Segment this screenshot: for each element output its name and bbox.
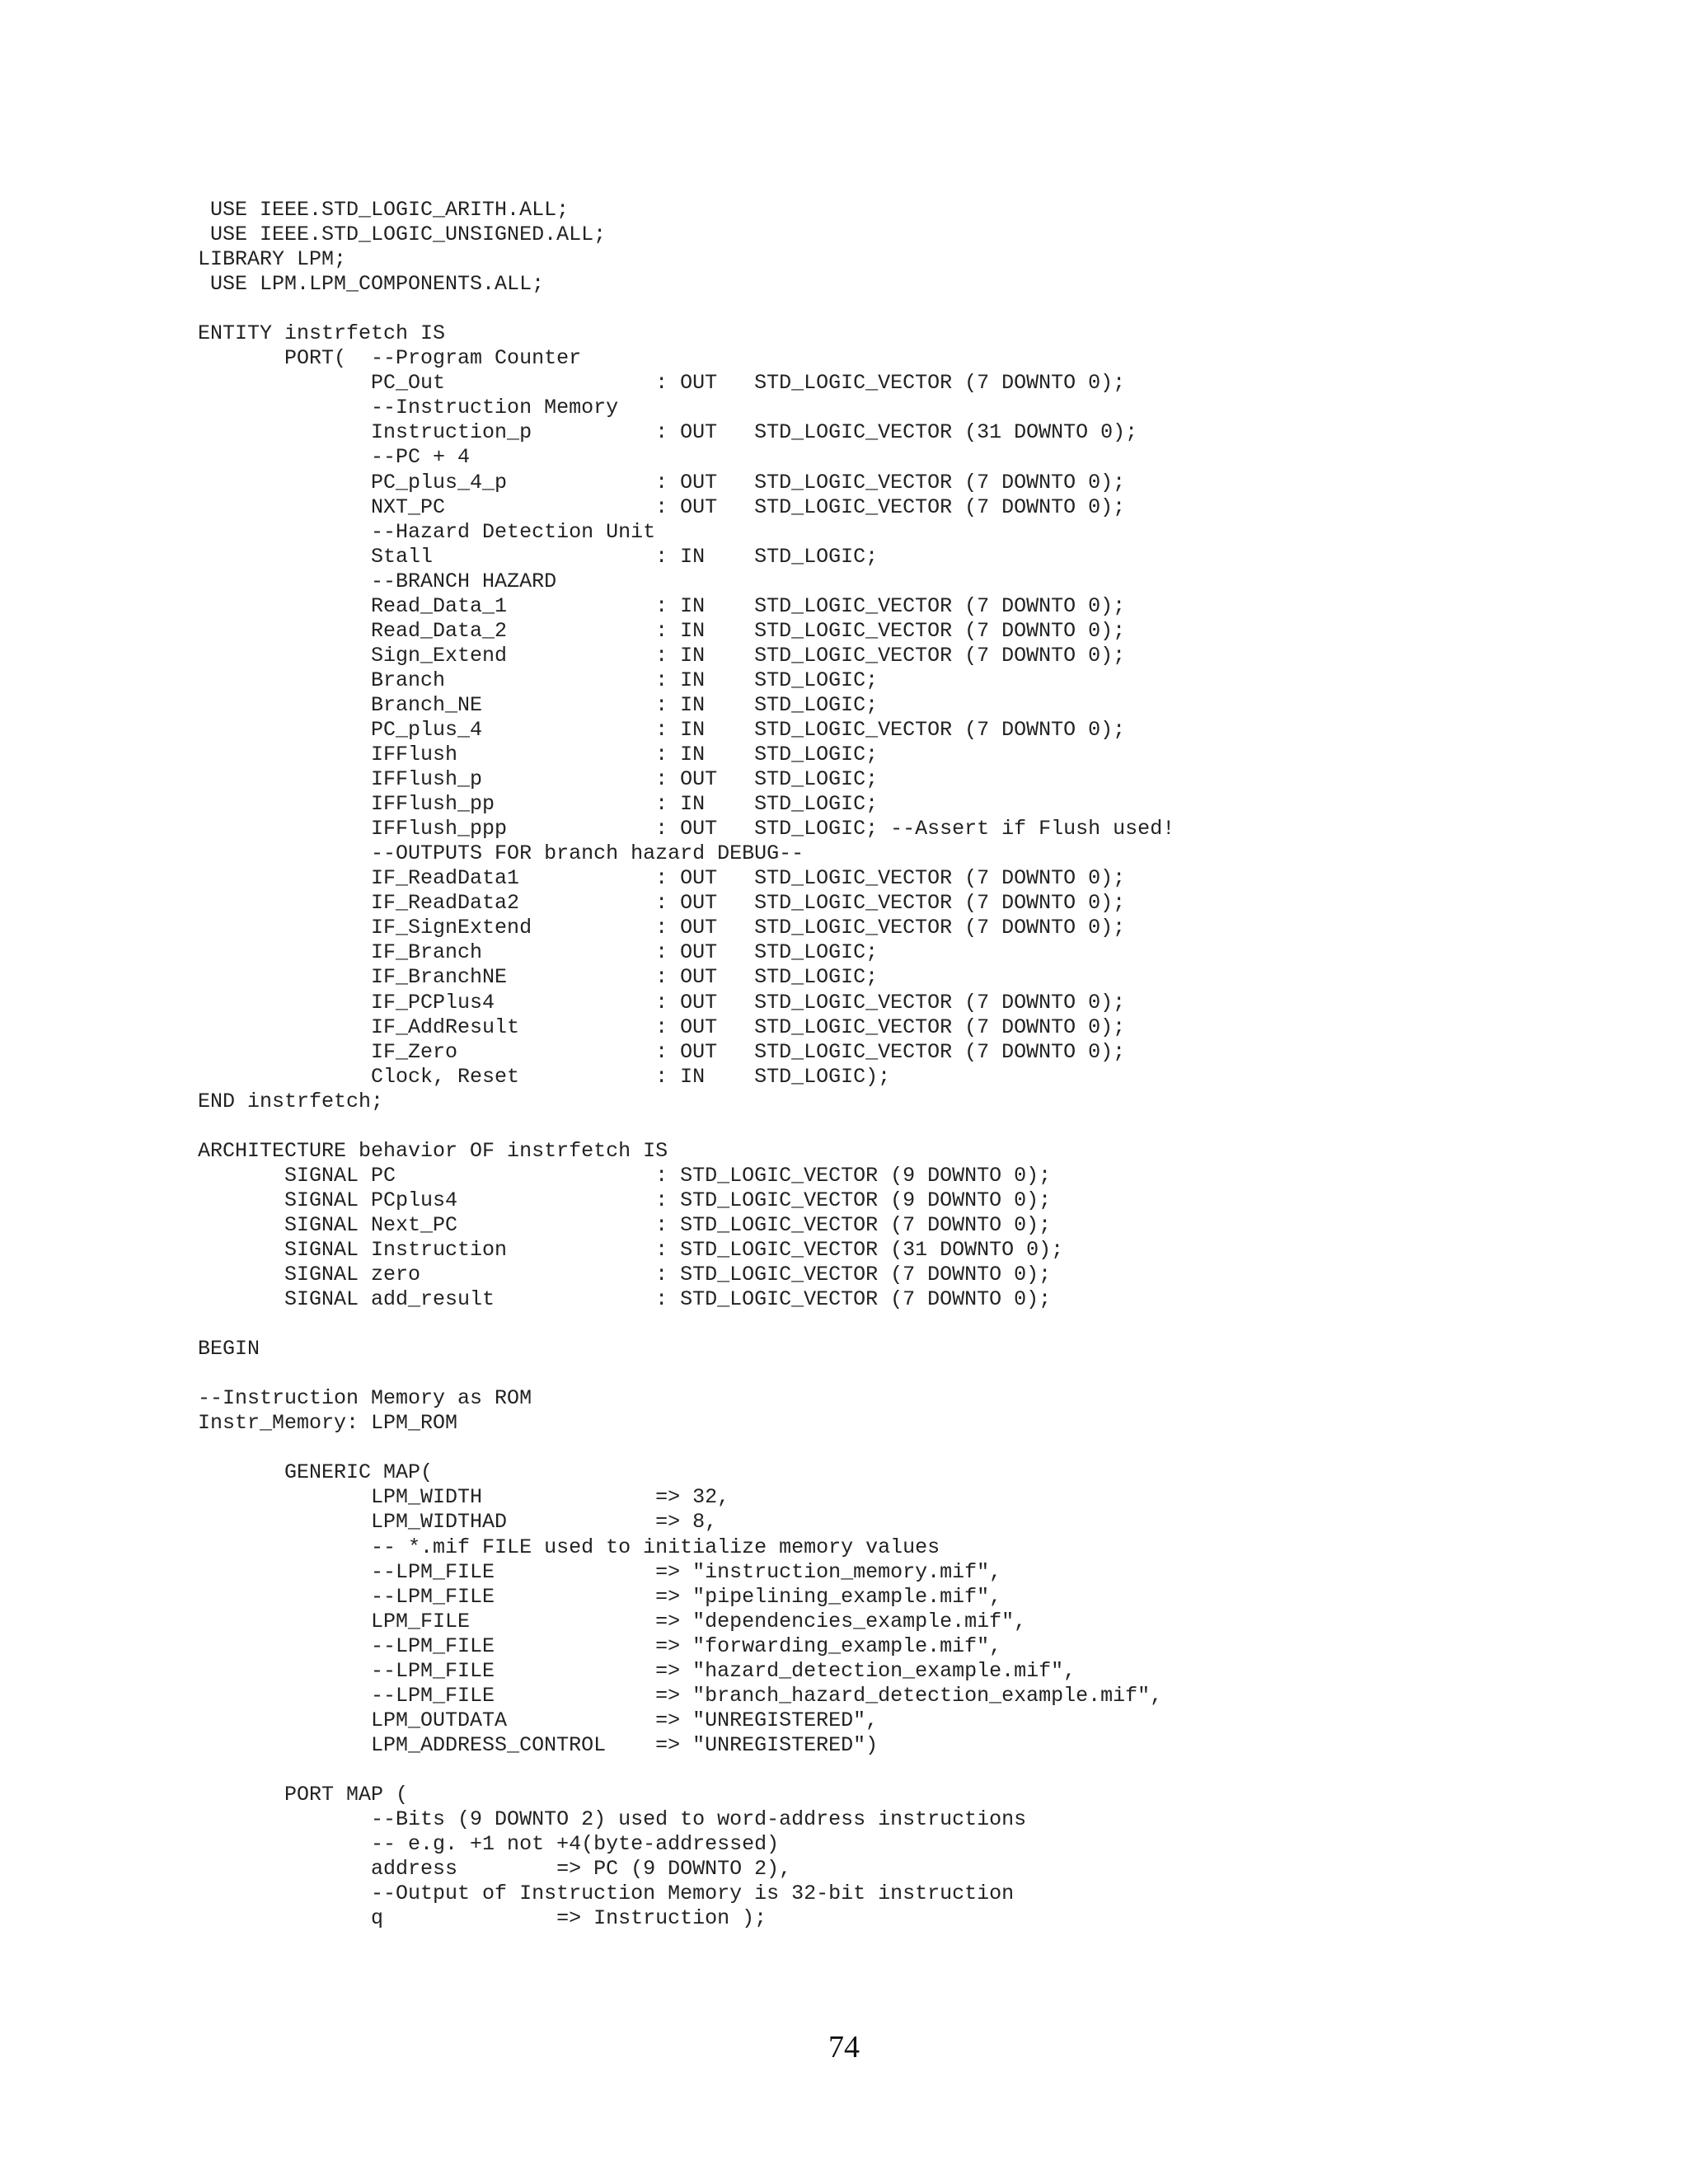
code-line: USE LPM.LPM_COMPONENTS.ALL; [198,272,545,297]
code-line: --LPM_FILE => "instruction_memory.mif", [198,1559,1002,1584]
code-line: Instruction_p : OUT STD_LOGIC_VECTOR (31 DOWNTO 0); [198,420,1138,445]
code-line: --LPM_FILE => "branch_hazard_detection_example.mif", [198,1683,1163,1708]
code-line: GENERIC MAP( [198,1460,434,1485]
code-line: --BRANCH HAZARD [198,569,557,593]
code-line: IFFlush_p : OUT STD_LOGIC; [198,767,879,792]
code-line: IF_Zero : OUT STD_LOGIC_VECTOR (7 DOWNTO 0); [198,1039,1126,1064]
code-line: ENTITY instrfetch IS [198,321,446,346]
code-line: Branch_NE : IN STD_LOGIC; [198,692,879,717]
code-line: -- e.g. +1 not +4(byte-addressed) [198,1832,780,1857]
code-line: PORT( --Program Counter [198,346,582,371]
code-line: IF_ReadData2 : OUT STD_LOGIC_VECTOR (7 DOWNTO 0); [198,891,1126,916]
code-line: IFFlush_ppp : OUT STD_LOGIC; --Assert if Flush used! [198,817,1175,841]
code-line: LPM_OUTDATA => "UNREGISTERED", [198,1708,879,1732]
code-line: Instr_Memory: LPM_ROM [198,1411,458,1436]
code-line [198,1114,1175,1139]
code-line: USE IEEE.STD_LOGIC_UNSIGNED.ALL; [198,223,607,247]
code-line: PC_plus_4 : IN STD_LOGIC_VECTOR (7 DOWNTO 0); [198,717,1126,742]
code-line: SIGNAL add_result : STD_LOGIC_VECTOR (7 DOWNTO 0); [198,1287,1052,1312]
code-line: --Instruction Memory [198,396,619,420]
code-line: PC_plus_4_p : OUT STD_LOGIC_VECTOR (7 DOWNTO 0); [198,470,1126,494]
code-line [198,297,1175,321]
code-line: IF_AddResult : OUT STD_LOGIC_VECTOR (7 DOWNTO 0); [198,1015,1126,1039]
code-line: address => PC (9 DOWNTO 2), [198,1857,792,1882]
code-line: LIBRARY LPM; [198,247,347,272]
code-line: LPM_ADDRESS_CONTROL => "UNREGISTERED") [198,1732,879,1757]
code-line: Clock, Reset : IN STD_LOGIC); [198,1064,891,1089]
code-line: LPM_FILE => "dependencies_example.mif", [198,1609,1027,1633]
code-line [198,1436,1175,1460]
code-line: IF_BranchNE : OUT STD_LOGIC; [198,965,879,990]
code-line: NXT_PC : OUT STD_LOGIC_VECTOR (7 DOWNTO 0); [198,494,1126,519]
code-line: SIGNAL PCplus4 : STD_LOGIC_VECTOR (9 DOWNTO 0); [198,1188,1052,1212]
code-line: LPM_WIDTH => 32, [198,1485,730,1510]
code-line: PORT MAP ( [198,1783,409,1807]
code-line: -- *.mif FILE used to initialize memory values [198,1535,940,1559]
vhdl-code-listing [198,198,1175,1931]
code-line: Stall : IN STD_LOGIC; [198,544,879,569]
code-line [198,1312,1175,1337]
code-line: --OUTPUTS FOR branch hazard DEBUG-- [198,841,804,866]
code-line: USE IEEE.STD_LOGIC_ARITH.ALL; [198,198,570,222]
code-line: Read_Data_1 : IN STD_LOGIC_VECTOR (7 DOWNTO 0); [198,593,1126,618]
code-line: BEGIN [198,1337,260,1361]
code-line: END instrfetch; [198,1089,384,1113]
code-line: SIGNAL zero : STD_LOGIC_VECTOR (7 DOWNTO 0); [198,1263,1052,1287]
code-line: --Output of Instruction Memory is 32-bit instruction [198,1882,1015,1906]
code-line: LPM_WIDTHAD => 8, [198,1510,718,1535]
code-line: IFFlush : IN STD_LOGIC; [198,743,879,767]
code-line: IF_SignExtend : OUT STD_LOGIC_VECTOR (7 DOWNTO 0); [198,916,1126,940]
code-line: SIGNAL Next_PC : STD_LOGIC_VECTOR (7 DOWNTO 0); [198,1212,1052,1237]
code-line: --LPM_FILE => "pipelining_example.mif", [198,1584,1002,1609]
code-line: --Instruction Memory as ROM [198,1386,532,1411]
code-line: IF_PCPlus4 : OUT STD_LOGIC_VECTOR (7 DOWNTO 0); [198,990,1126,1015]
code-line: ARCHITECTURE behavior OF instrfetch IS [198,1138,668,1163]
code-line: Read_Data_2 : IN STD_LOGIC_VECTOR (7 DOWNTO 0); [198,618,1126,643]
page-number: 74 [828,2030,860,2064]
code-line: --LPM_FILE => "forwarding_example.mif", [198,1633,1002,1658]
code-line [198,1361,1175,1386]
code-line: q => Instruction ); [198,1906,767,1931]
code-line: --LPM_FILE => "hazard_detection_example.mif", [198,1658,1076,1683]
code-line: PC_Out : OUT STD_LOGIC_VECTOR (7 DOWNTO 0); [198,371,1126,396]
code-line: SIGNAL Instruction : STD_LOGIC_VECTOR (31 DOWNTO 0); [198,1237,1064,1262]
code-line: --Hazard Detection Unit [198,519,656,544]
code-line: Sign_Extend : IN STD_LOGIC_VECTOR (7 DOWNTO 0); [198,643,1126,668]
code-line: Branch : IN STD_LOGIC; [198,668,879,692]
code-line: --Bits (9 DOWNTO 2) used to word-address instructions [198,1807,1027,1832]
code-line: --PC + 4 [198,445,471,470]
code-line [198,1758,1175,1783]
code-line: IFFlush_pp : IN STD_LOGIC; [198,792,879,817]
code-line: IF_Branch : OUT STD_LOGIC; [198,940,879,965]
code-line: IF_ReadData1 : OUT STD_LOGIC_VECTOR (7 DOWNTO 0); [198,866,1126,891]
code-line: SIGNAL PC : STD_LOGIC_VECTOR (9 DOWNTO 0); [198,1163,1052,1188]
